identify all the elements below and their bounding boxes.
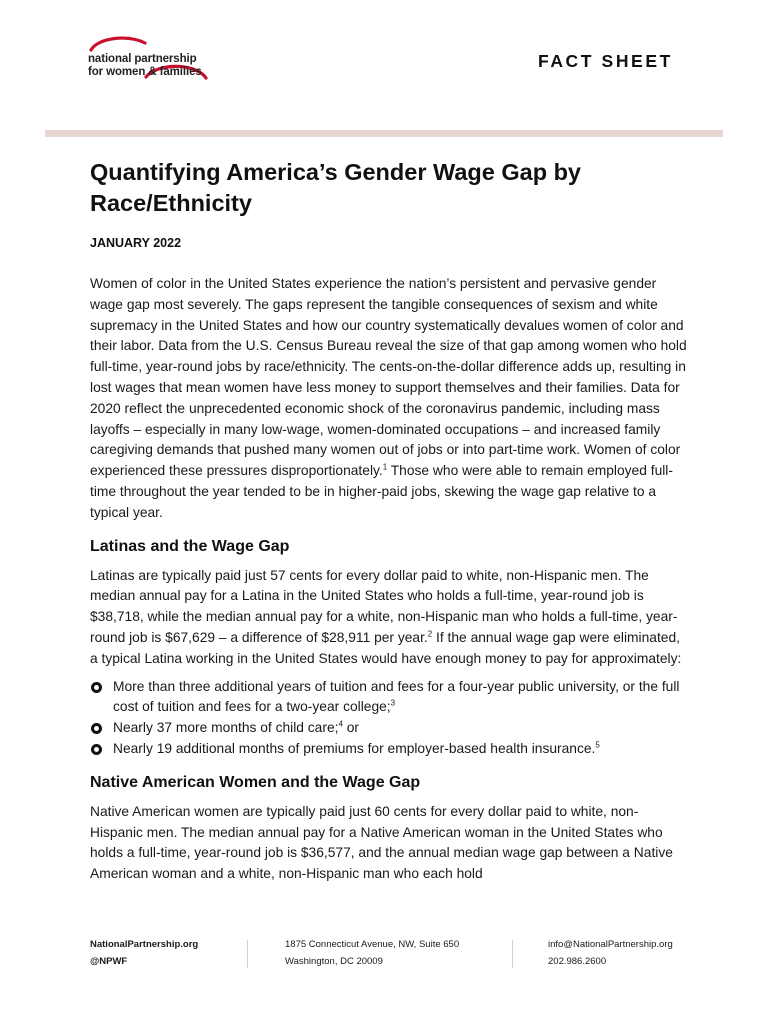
- footer-contact-column: [548, 936, 673, 970]
- footnote-ref[interactable]: 3: [390, 698, 396, 708]
- footer-divider: [247, 940, 248, 968]
- footer-email-link[interactable]: info@NationalPartnership.org: [548, 939, 673, 950]
- list-item: [90, 718, 690, 739]
- bullet-text-after: or: [342, 720, 360, 736]
- page-footer: [0, 936, 768, 976]
- footer-address-line-2: Washington, DC 20009: [285, 956, 383, 967]
- latinas-paragraph: [90, 566, 690, 670]
- publication-date: JANUARY 2022: [90, 236, 182, 250]
- bullet-text: More than three additional years of tuition and fees for a four-year public university, or the full cost of tuition and fees for a two-year college;: [113, 678, 680, 715]
- native-american-paragraph: Native American women are typically paid just 60 cents for every dollar paid to white, non-Hispanic men. The median annual pay for a Native American woman in the United States who holds a full-time, year-round job is $36,577, and the annual median wage gap between a Native American woman and a white, non-Hispanic man who each hold: [90, 803, 673, 882]
- footer-address-column: [285, 936, 459, 970]
- logo-line-2: for women & families: [88, 66, 202, 78]
- latinas-text-cont: If the annual wage gap were eliminated, a typical Latina working in the United States would have enough money to pay for approximately:: [90, 629, 682, 666]
- logo-line-1: national partnership: [88, 53, 197, 65]
- latinas-bullet-list: [90, 677, 690, 760]
- organization-logo[interactable]: [88, 36, 228, 98]
- logo-wordmark: [88, 53, 202, 79]
- list-item: [90, 739, 690, 760]
- page-title: Quantifying America’s Gender Wage Gap by Race/Ethnicity: [90, 159, 581, 216]
- intro-paragraph: [90, 274, 690, 524]
- intro-text-cont: Those who were able to remain employed full-time throughout the year tended to be in higher-paid jobs, skewing the wage gap relative to a typical year.: [90, 463, 673, 520]
- footnote-ref[interactable]: 4: [338, 719, 343, 729]
- list-item: [90, 677, 690, 719]
- circle-bullet-icon: [91, 682, 102, 693]
- footer-divider: [512, 940, 513, 968]
- section-heading-latinas: Latinas and the Wage Gap: [90, 537, 290, 555]
- latinas-text: Latinas are typically paid just 57 cents for every dollar paid to white, non-Hispanic men. The median annual pay for a Latina in the United States who holds a full-time, year-round job is $38,718, while the median annual pay for a white, non-Hispanic man who holds a full-time, year-round job is $67,629 – a difference of $28,911 per year.: [90, 567, 678, 645]
- circle-bullet-icon: [91, 744, 102, 755]
- footnote-ref[interactable]: 1: [382, 462, 388, 472]
- main-content: [90, 274, 690, 885]
- bullet-text: Nearly 37 more months of child care;: [113, 720, 339, 736]
- section-heading-native-american: Native American Women and the Wage Gap: [90, 773, 421, 791]
- footnote-ref[interactable]: 5: [595, 740, 600, 750]
- footer-address-line-1: 1875 Connecticut Avenue, NW, Suite 650: [285, 939, 460, 950]
- bullet-text: Nearly 19 additional months of premiums for employer-based health insurance.: [113, 740, 596, 756]
- circle-bullet-icon: [91, 723, 102, 734]
- header-divider: [45, 130, 723, 137]
- footnote-ref[interactable]: 2: [427, 629, 433, 639]
- footer-web-column: [90, 936, 198, 970]
- footer-phone: 202.986.2600: [548, 956, 607, 967]
- footer-website-link[interactable]: NationalPartnership.org: [90, 939, 199, 950]
- document-type-label: FACT SHEET: [538, 51, 673, 71]
- footer-social-handle[interactable]: @NPWF: [90, 956, 128, 967]
- intro-text: Women of color in the United States experience the nation’s persistent and pervasive gender wage gap most severely. The gaps represent the tangible consequences of sexism and white supremacy in the United States and how our country systematically devalues women of color and their labor. Data from the U.S. Census Bureau reveal the size of that gap among women who hold full-time, year-round jobs by race/ethnicity. The cents-on-the-dollar difference adds up, resulting in lost wages that mean women have less money to support themselves and their families. Data for 2020 reflect the unprecedented economic shock of the coronavirus pandemic, including mass layoffs – especially in many low-wage, women-dominated occupations – and increased family caregiving demands that pushed many women out of jobs or into part-time work. Women of color experienced these pressures disproportionately.: [90, 276, 687, 479]
